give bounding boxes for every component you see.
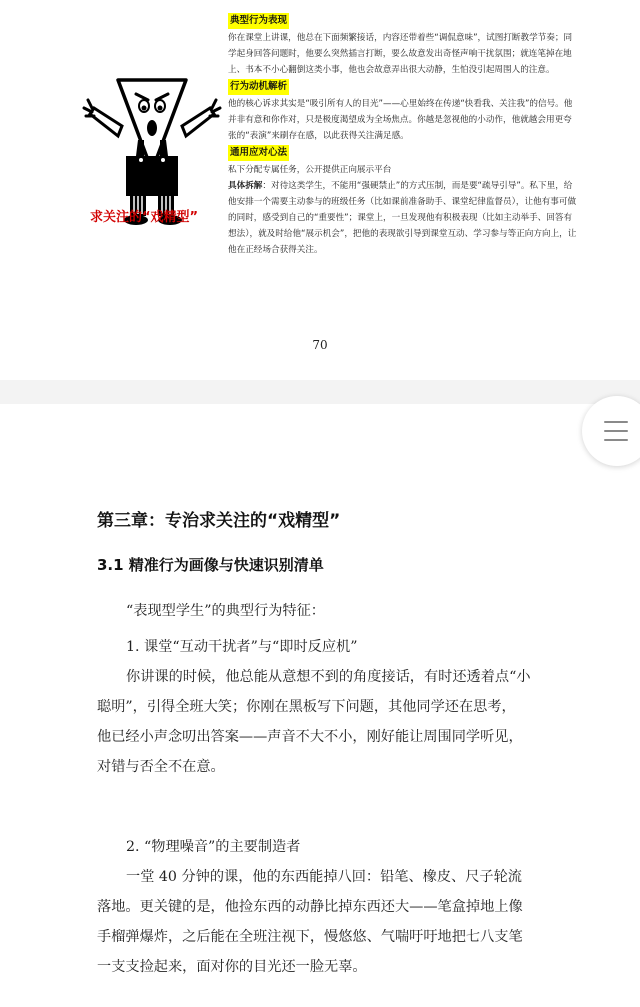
item-2-line: 一支支捡起来，面对你的目光还一脸无辜。 <box>97 959 367 975</box>
page-number: 70 <box>312 338 328 352</box>
chapter-title: 第三章：专治求关注的“戏精型” <box>97 511 341 531</box>
detail-label: 具体拆解 <box>228 181 263 191</box>
item-1-line: 对错与否全不在意。 <box>97 759 225 775</box>
intro-paragraph <box>97 596 547 626</box>
attention-seeking-student-illustration <box>82 56 222 226</box>
item-2-line: 一堂 40 分钟的课，他的东西能掉八回：铅笔、橡皮、尺子轮流 <box>126 869 522 885</box>
section-heading: 行为动机解析 <box>228 79 289 95</box>
page-separator <box>0 380 640 404</box>
section-heading: 典型行为表现 <box>228 13 289 29</box>
current-page <box>0 404 640 1007</box>
item-2-line: 落地。更关键的是，他捡东西的动静比掉东西还大——笔盒掉地上像 <box>97 899 523 915</box>
section-title: 3.1 精准行为画像与快速识别清单 <box>97 556 324 574</box>
item-1-line: 你讲课的时候，他总能从意想不到的角度接话，有时还透着点“小 <box>126 669 531 685</box>
detail-text: ：对待这类学生，不能用“强硬禁止”的方式压制，而是要“疏导引导”。私下里，给他安排一个需要主动参与的班级任务（比如课前准备助手、课堂纪律监督员），让他有事可做的同时，感受到自己的“重要性”；课堂上，一旦发现他有积极表现（比如主动举手、回答有想法），就及时给他“展示机会”，把他的表现欲引导到课堂互动、学习参与等正向方向上，让他在正经场合获得关注。 <box>228 181 577 255</box>
figure-caption: 求关注的“戏精型” <box>90 210 199 225</box>
item-2 <box>97 832 547 982</box>
paragraph: 你在课堂上讲课，他总在下面频繁接话，内容还带着些“调侃意味”，试图打断教学节奏；同学起身回答问题时，他要么突然插言打断，要么故意发出奇怪声响干扰氛围；就连笔掉在地上、书本不小心翻倒这类小事，他也会故意弄出很大动静，生怕没引起周围人的注意。 <box>228 33 573 75</box>
behavior-description-column <box>228 12 578 258</box>
item-1-line: 聪明”，引得全班大笑；你刚在黑板写下问题，其他同学还在思考， <box>97 699 516 715</box>
detail-paragraph <box>228 178 578 258</box>
intro-line: “表现型学生”的典型行为特征： <box>126 603 325 619</box>
paragraph: 他的核心诉求其实是“吸引所有人的目光”——心里始终在传递“快看我、关注我”的信号。他并非有意和你作对，只是极度渴望成为全场焦点。你越是忽视他的小动作，他就越会用更夸张的“表演”来刷存在感，以此获得关注满足感。 <box>228 99 573 141</box>
section-heading: 通用应对心法 <box>228 145 289 161</box>
item-1-title: 1. 课堂“互动干扰者”与“即时反应机” <box>126 639 358 655</box>
previous-page <box>0 0 640 380</box>
item-2-title: 2. “物理噪音”的主要制造者 <box>126 839 301 855</box>
paragraph: 私下分配专属任务，公开提供正向展示平台 <box>228 165 392 175</box>
item-2-line: 手榴弹爆炸，之后能在全班注视下，慢悠悠、气喘吁吁地把七八支笔 <box>97 929 523 945</box>
item-1 <box>97 632 547 782</box>
item-1-line: 他已经小声念叨出答案——声音不大不小，刚好能让周围同学听见， <box>97 729 523 745</box>
